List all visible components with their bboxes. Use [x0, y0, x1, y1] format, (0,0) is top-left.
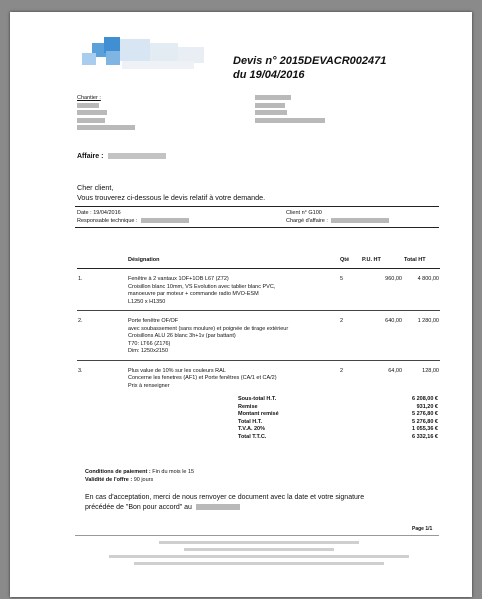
table-row — [77, 311, 440, 361]
conditions — [85, 469, 194, 484]
total-value: 1 055,36 € — [412, 426, 438, 433]
page-number: Page 1/1 — [412, 526, 433, 532]
table-row — [77, 360, 440, 391]
total-label: Remise — [238, 403, 258, 410]
total-row — [238, 426, 438, 434]
designation-line: Dim: 1250x2150 — [128, 348, 169, 354]
designation-line: manoeuvre par moteur + commande radio MVO-ESM — [128, 291, 259, 297]
acceptance-line-2: précédée de "Bon pour accord" au — [85, 503, 192, 511]
info-right — [286, 210, 389, 225]
row-number: 3. — [78, 367, 83, 374]
total-row — [238, 419, 438, 427]
total-row — [238, 404, 438, 412]
table-header-row — [77, 252, 440, 269]
total-row — [238, 434, 438, 442]
total-row — [238, 411, 438, 419]
row-total: 4 800,00 — [403, 269, 440, 311]
row-total: 1 280,00 — [403, 311, 440, 361]
designation-line: T70: LT66 (Z176) — [128, 340, 171, 347]
document-page — [10, 12, 472, 597]
affaire-line — [77, 153, 166, 160]
row-designation — [127, 269, 339, 311]
quote-number: Devis n° 2015DEVACR002471 — [233, 55, 387, 67]
affaire-label: Affaire : — [77, 153, 104, 160]
greeting-line-2: Vous trouverez ci-dessous le devis relatif à votre demande. — [77, 193, 266, 202]
designation-line: Fenêtre à 2 vantaux 1OF+1OB L67 (Z72) — [128, 276, 229, 282]
row-number: 1. — [77, 269, 127, 311]
total-label: Total T.T.C. — [238, 433, 267, 440]
chantier-label: Chantier : — [77, 95, 101, 101]
designation-line: L1250 x H1350 — [128, 298, 166, 305]
total-value: 6 332,16 € — [412, 433, 438, 440]
designation-line: Croisillons ALU 26 blanc 3h+1v (par battant) — [128, 333, 236, 339]
greeting — [77, 183, 265, 203]
client-address — [255, 95, 325, 125]
row-designation — [127, 311, 339, 361]
col-pu: P.U. HT — [361, 252, 403, 269]
quote-lines-table — [77, 252, 440, 391]
row-qte: 5 — [339, 269, 361, 311]
footer — [75, 539, 442, 567]
designation-line: Prix à renseigner — [128, 382, 170, 389]
chantier-address — [77, 95, 135, 133]
total-label: T.V.A. 20% — [238, 426, 266, 433]
acceptance-text — [85, 493, 425, 512]
greeting-line-1: Cher client, — [77, 183, 114, 192]
acceptance-line-1: En cas d'acceptation, merci de nous renvoyer ce document avec la date et votre signature — [85, 494, 365, 501]
col-designation: Désignation — [127, 252, 339, 269]
info-charge: Chargé d'affaire : — [286, 217, 328, 224]
row-designation — [127, 360, 339, 391]
designation-line: avec soubassement (sans moulure) et poignée de tirage extérieur — [128, 325, 289, 332]
total-label: Sous-total H.T. — [238, 396, 277, 402]
total-value: 6 208,00 € — [412, 396, 438, 402]
row-pu: 64,00 — [388, 367, 402, 374]
row-number: 2. — [77, 311, 127, 361]
footer-divider — [75, 535, 439, 536]
total-label: Total H.T. — [238, 418, 263, 425]
designation-line: Croisillon blanc 10mm, VS Evolution avec tablier blanc PVC, — [128, 283, 276, 290]
payment-value: Fin du mois le 15 — [152, 469, 195, 475]
info-date: Date : 19/04/2016 — [77, 210, 121, 216]
row-qte: 2 — [340, 367, 344, 374]
total-value: 931,20 € — [416, 403, 438, 410]
row-pu: 960,00 — [361, 269, 403, 311]
quote-date: du 19/04/2016 — [233, 69, 305, 81]
divider — [75, 206, 439, 207]
info-left — [77, 210, 189, 225]
row-total: 128,00 — [422, 367, 439, 374]
row-pu: 640,00 — [361, 311, 403, 361]
row-qte: 2 — [339, 311, 361, 361]
validity-value: 90 jours — [133, 476, 154, 483]
designation-line: Concerne les fenetres (AF1) et Porte fenêtres (CA/1 et CA/2) — [128, 375, 277, 381]
designation-line: Porte fenêtre OF/OF — [128, 318, 179, 324]
info-client-no: Client n° G100 — [286, 210, 322, 216]
validity-label: Validité de l'offre : — [85, 476, 133, 483]
total-value: 5 276,80 € — [412, 418, 438, 425]
totals-block — [238, 396, 438, 442]
total-label: Montant remisé — [238, 411, 279, 418]
company-logo — [82, 35, 207, 79]
quote-title — [233, 54, 386, 82]
info-responsable: Responsable technique : — [77, 217, 138, 224]
designation-line: Plus value de 10% sur les couleurs RAL — [128, 367, 226, 374]
col-total: Total HT — [403, 252, 440, 269]
payment-label: Conditions de paiement : — [85, 469, 151, 475]
col-qte: Qté — [339, 252, 361, 269]
table-row — [77, 269, 440, 311]
total-row — [238, 396, 438, 404]
divider — [75, 227, 439, 228]
total-value: 5 276,80 € — [412, 411, 438, 418]
